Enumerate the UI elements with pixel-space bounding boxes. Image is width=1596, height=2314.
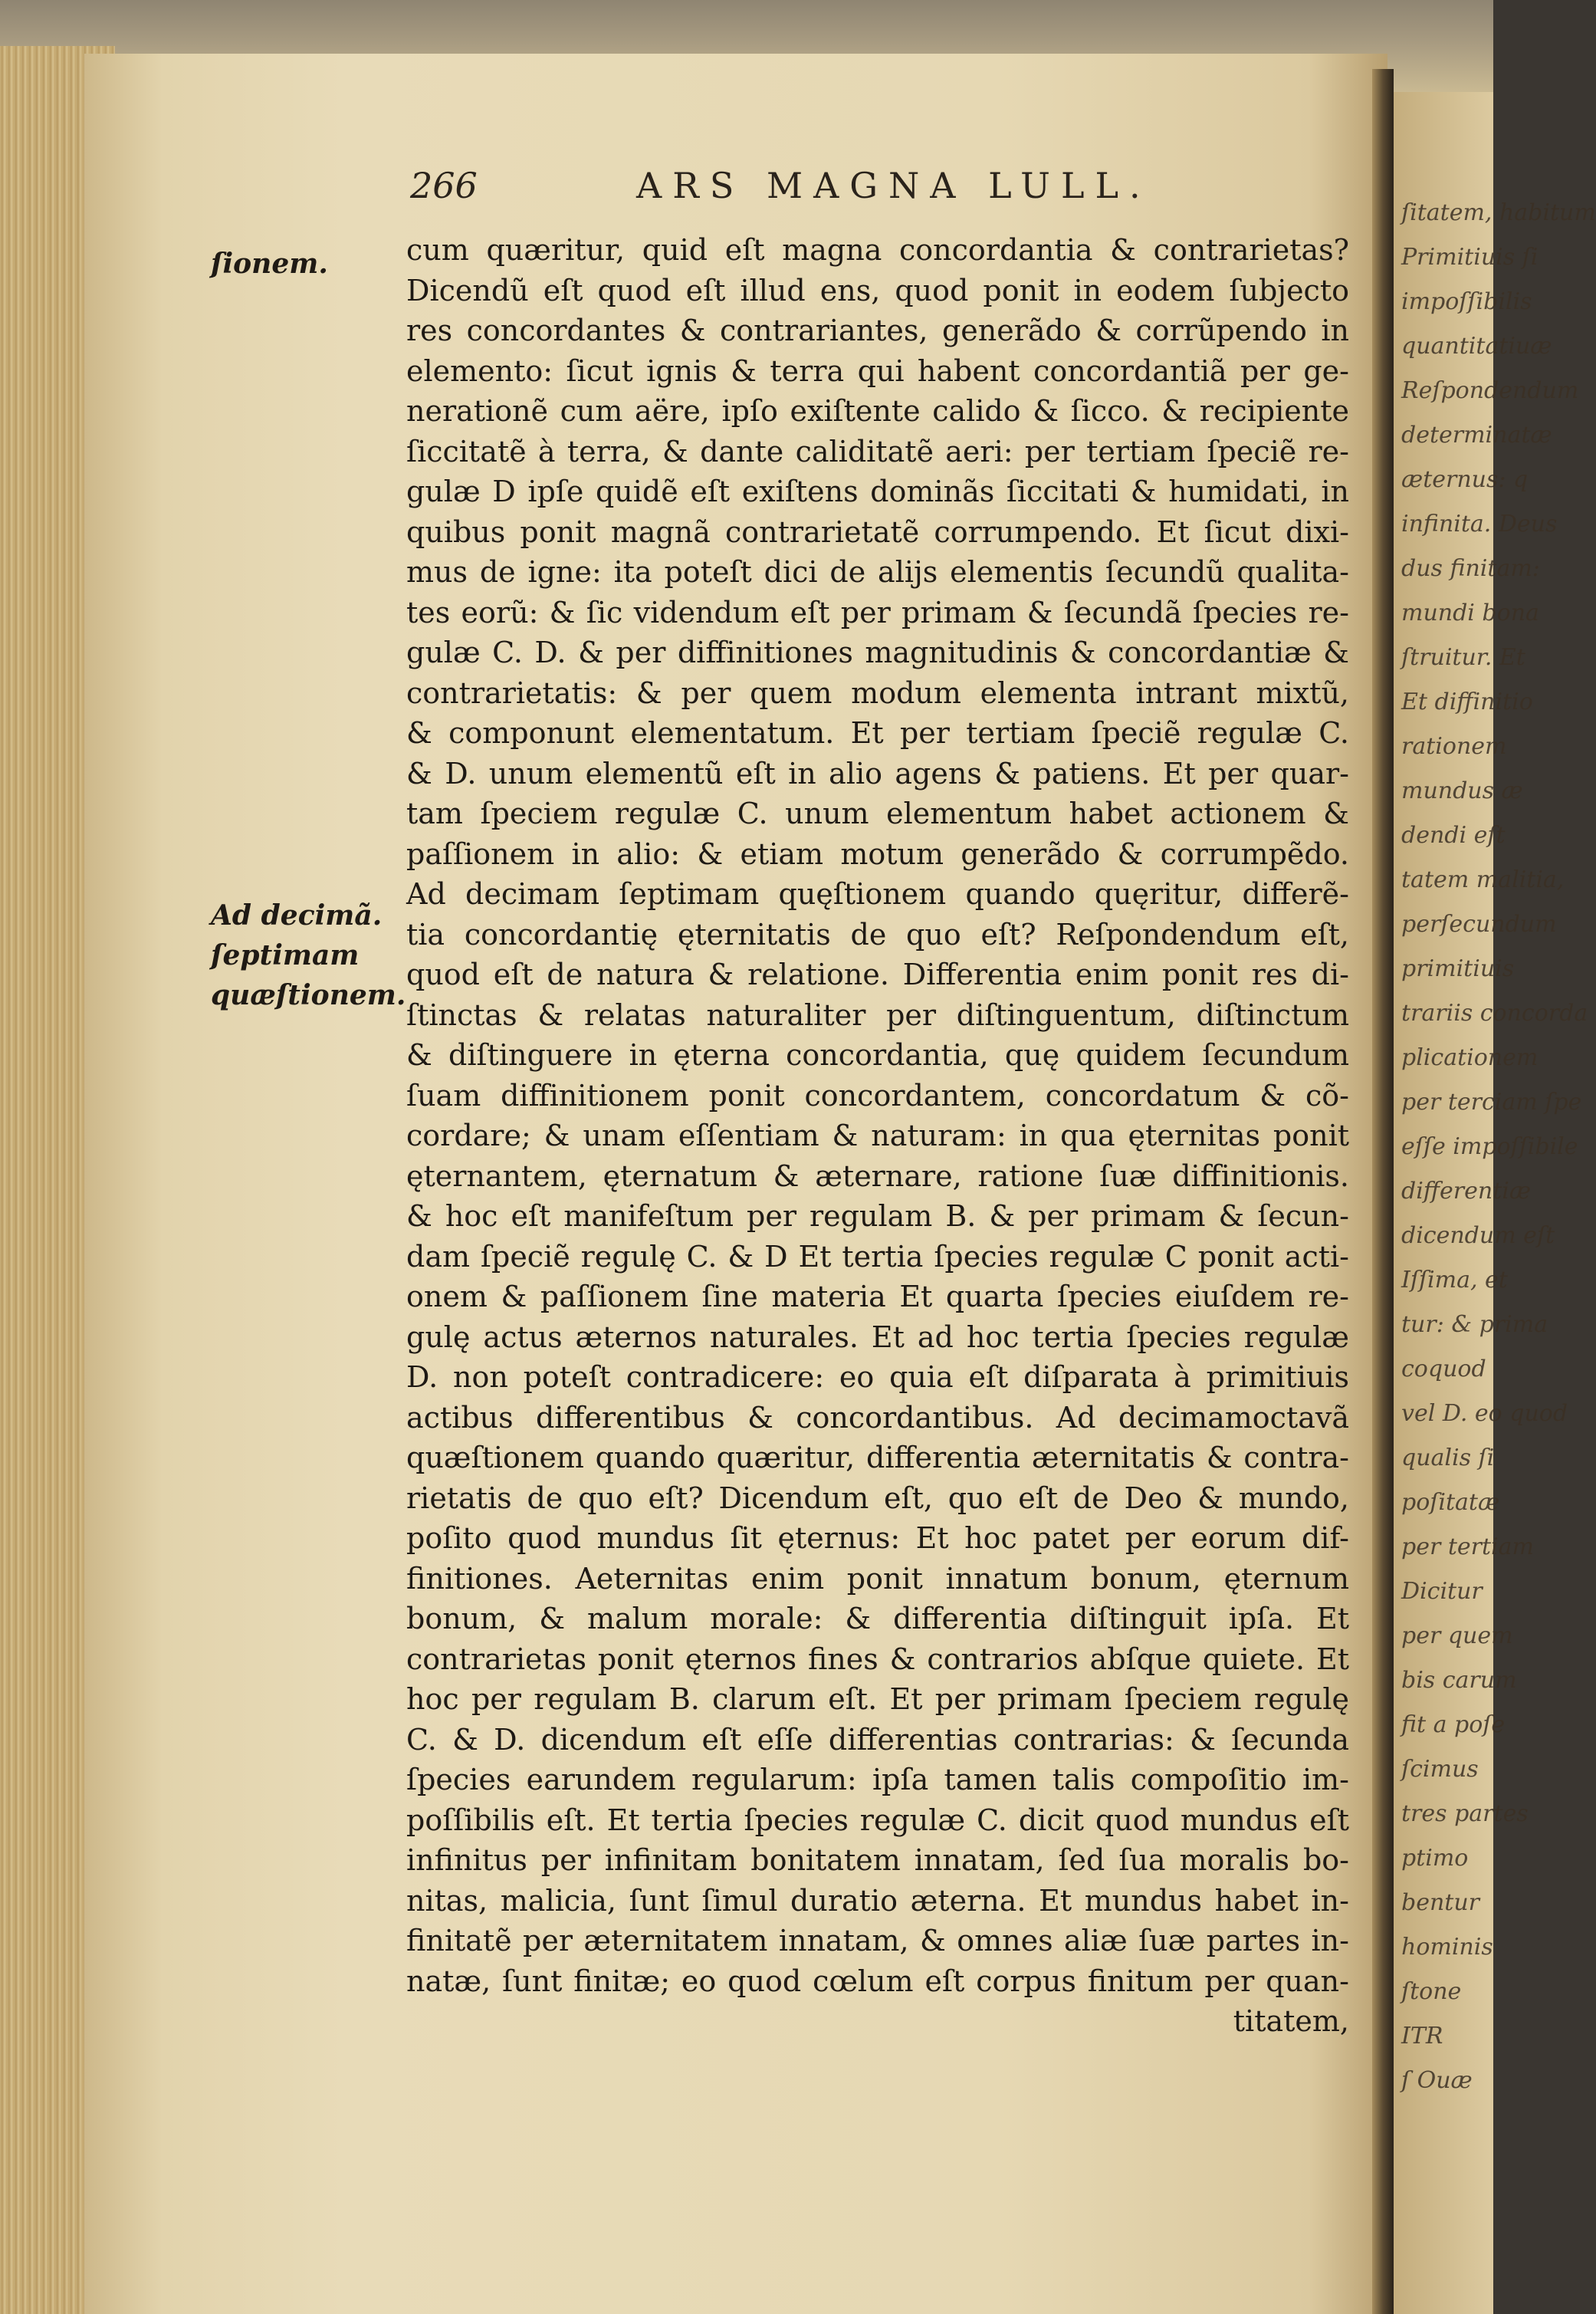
text-line: ęternantem, ęternatum & æternare, ratione ſuæ diffinitionis. <box>406 1159 1349 1193</box>
right-page-text: mundus æ <box>1401 777 1523 804</box>
text-line: ſtinctas & relatas naturaliter per diſtinguentum, diſtinctum <box>406 998 1349 1032</box>
text-line: ſuam diffinitionem ponit concordantem, concordatum & cõ- <box>406 1078 1349 1113</box>
right-page-text: ſ Ouæ <box>1401 2067 1473 2094</box>
right-page-text: ſtone <box>1401 1978 1462 2005</box>
page-number: 266 <box>410 165 478 206</box>
text-line: paſſionem in alio: & etiam motum generãdo & corrumpẽdo. <box>406 837 1349 871</box>
right-page-text: bis carum <box>1401 1667 1517 1694</box>
right-page-text: per tertiam <box>1401 1533 1534 1560</box>
text-line: rietatis de quo eſt? Dicendum eſt, quo eſt de Deo & mundo, <box>406 1481 1349 1515</box>
margin-note: quæſtionem. <box>211 979 406 1011</box>
right-page-text: determinatæ <box>1401 422 1552 449</box>
right-page-text: dendi eſt <box>1401 822 1506 849</box>
right-page-text: perſecundum <box>1401 911 1557 938</box>
right-page-text: infinita. Deus <box>1401 511 1558 537</box>
text-line: finitatẽ per æternitatem innatam, & omnes aliæ ſuæ partes in- <box>406 1924 1349 1957</box>
right-page-text: bentur <box>1401 1889 1479 1916</box>
right-page-text: Primitiuis ſi <box>1401 244 1539 271</box>
text-line: elemento: ſicut ignis & terra qui habent concordantiã per ge- <box>406 353 1349 388</box>
text-line: tia concordantię ęternitatis de quo eſt? Reſpondendum eſt, <box>406 917 1349 952</box>
text-line: quæſtionem quando quæritur, differentia æternitatis & contra- <box>406 1441 1349 1474</box>
right-page-text: per quem <box>1401 1622 1513 1649</box>
right-page-text: Dicitur <box>1401 1578 1483 1605</box>
text-line: infinitus per infinitam bonitatem innatam, ſed ſua moralis bo- <box>406 1843 1349 1877</box>
right-page-text: per terciam ſpe <box>1401 1089 1582 1116</box>
text-line: ſpecies earundem regularum: ipſa tamen talis compoſitio im- <box>406 1763 1349 1796</box>
right-page-text: Reſpondendum <box>1401 377 1579 404</box>
text-line: tes eorũ: & ſic videndum eſt per primam & ſecundã ſpecies re- <box>406 595 1349 629</box>
text-line: nerationẽ cum aëre, ipſo exiſtente calido & ſicco. & recipiente <box>406 394 1349 428</box>
text-line: & componunt elementatum. Et per tertiam ſpeciẽ regulæ C. <box>406 716 1349 750</box>
right-page-text: ſcimus <box>1401 1756 1479 1783</box>
right-page-text: Et diffinitio <box>1401 689 1533 715</box>
right-page-text: tur: & prima <box>1401 1311 1548 1338</box>
right-page-text: tres partes <box>1401 1800 1529 1827</box>
text-line: bonum, & malum morale: & differentia diſtinguit ipſa. Et <box>406 1602 1349 1635</box>
text-line: cordare; & unam eſſentiam & naturam: in qua ęternitas ponit <box>406 1119 1349 1152</box>
text-line: mus de igne: ita poteſt dici de aliјs elementis ſecundũ qualita- <box>406 555 1349 589</box>
text-line: contrarietas ponit ęternos fines & contrarios abſque quiete. Et <box>406 1642 1349 1676</box>
text-line: gulę actus æternos naturales. Et ad hoc tertia ſpecies regulæ <box>406 1320 1349 1354</box>
text-line: hoc per regulam B. clarum eſt. Et per primam ſpeciem regulę <box>406 1682 1349 1716</box>
right-page-text: poſitatæ <box>1401 1489 1500 1516</box>
right-page-text: hominis <box>1401 1934 1493 1961</box>
text-line: poſito quod mundus ſit ęternus: Et hoc patet per eorum dif- <box>406 1521 1349 1555</box>
right-page-text: dicendum eſt <box>1401 1222 1555 1249</box>
right-page-text: eſſe impoſſibile <box>1401 1133 1578 1160</box>
margin-note: ſeptimam <box>211 939 360 971</box>
text-line: quibus ponit magnã contrarietatẽ corrumpendo. Et ſicut dixi- <box>406 514 1349 549</box>
right-page-text: coquod <box>1401 1356 1486 1382</box>
body-text <box>406 230 1349 2042</box>
text-line: res concordantes & contrariantes, generãdo & corrũpendo in <box>406 314 1349 347</box>
text-line: ſiccitatẽ à terra, & dante caliditatẽ aeri: per tertiam ſpeciẽ re- <box>406 434 1349 468</box>
text-line: tam ſpeciem regulæ C. unum elementum habet actionem & <box>406 797 1349 830</box>
margin-note: ſionem. <box>211 248 328 280</box>
right-page-fragment <box>1394 92 1596 2314</box>
text-line: contrarietatis: & per quem modum elementa intrant mixtũ, <box>406 675 1349 710</box>
text-line: gulæ D ipſe quidẽ eſt exiſtens dominãs ſiccitati & humidati, in <box>406 475 1349 508</box>
text-line: onem & paſſionem ſine materia Et quarta ſpecies eiuſdem re- <box>406 1280 1349 1313</box>
text-line: D. non poteſt contradicere: eo quia eſt diſparata à primitiuis <box>406 1360 1349 1394</box>
right-page-text: quantitatiuæ <box>1401 333 1552 360</box>
text-line: Dicendũ eſt quod eſt illud ens, quod ponit in eodem ſubjecto <box>406 273 1349 307</box>
text-line: Ad decimam ſeptimam quęſtionem quando quęritur, differẽ- <box>406 877 1349 911</box>
text-line: gulæ C. D. & per diffinitiones magnitudinis & concordantiæ & <box>406 636 1349 669</box>
right-page-text: ſitatem, habitum <box>1401 199 1596 226</box>
text-line: natæ, ſunt finitæ; eo quod cœlum eſt corpus finitum per quan- <box>406 1964 1349 1998</box>
text-line: actibus differentibus & concordantibus. Ad decimamoctavã <box>406 1400 1349 1435</box>
text-line: C. & D. dicendum eſt eſſe differentias contrarias: & ſecunda <box>406 1722 1349 1757</box>
right-page-text: æternus: q <box>1401 466 1529 493</box>
text-line: poſſibilis eſt. Et tertia ſpecies regulæ C. dicit quod mundus eſt <box>406 1803 1349 1837</box>
right-page-text: primitiuis <box>1401 955 1515 982</box>
right-page-text: vel D. eo quod <box>1401 1400 1568 1427</box>
right-page-text: mundi bona <box>1401 600 1539 626</box>
book-gutter <box>1372 69 1394 2314</box>
text-line: finitiones. Aeternitas enim ponit innatum bonum, ęternum <box>406 1561 1349 1596</box>
margin-note: Ad decimã. <box>211 899 383 932</box>
right-page-text: ITR <box>1401 2023 1443 2049</box>
right-page-text: tatem malitia, <box>1401 866 1565 893</box>
text-line: cum quæritur, quid eſt magna concordantia & contrarietas? <box>406 233 1349 267</box>
right-page-text: differentiæ <box>1401 1178 1532 1205</box>
right-page-text: Iſſima, et <box>1401 1267 1508 1293</box>
right-page-text: dus finitam: <box>1401 555 1540 582</box>
text-line: & diſtinguere in ęterna concordantia, quę quidem ſecundum <box>406 1038 1349 1072</box>
text-line: quod eſt de natura & relatione. Differentia enim ponit res di- <box>406 958 1349 991</box>
text-line: & hoc eſt manifeſtum per regulam B. & per primam & ſecun- <box>406 1199 1349 1233</box>
text-line: nitas, malicia, ſunt ſimul duratio æterna. Et mundus habet in- <box>406 1883 1349 1918</box>
right-page-text: impoſſibilis <box>1401 288 1532 315</box>
right-page-text: rationem <box>1401 733 1507 760</box>
running-title: ARS MAGNA LULL. <box>636 165 1151 206</box>
right-page-text: ptimo <box>1401 1845 1469 1872</box>
text-line: dam ſpeciẽ regulę C. & D Et tertia ſpecies regulæ C ponit acti- <box>406 1239 1349 1274</box>
text-line: & D. unum elementũ eſt in alio agens & patiens. Et per quar- <box>406 756 1349 791</box>
text-line: titatem, <box>1233 2004 1349 2038</box>
right-page-text: trariis concorda <box>1401 1000 1588 1027</box>
right-page-text: plicationem <box>1401 1044 1539 1071</box>
right-page-text: ſtruitur. Et <box>1401 644 1525 671</box>
right-page-text: fit a poſe <box>1401 1711 1506 1738</box>
right-page-text: qualis ſi <box>1401 1445 1495 1471</box>
